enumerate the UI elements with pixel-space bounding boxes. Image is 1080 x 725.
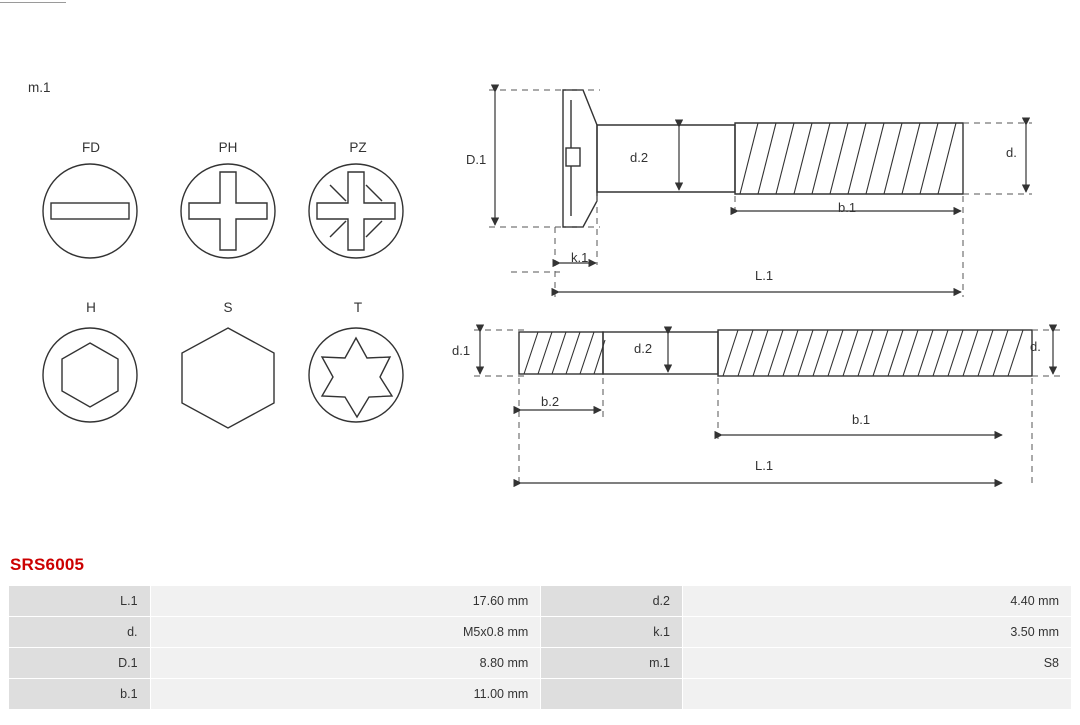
- spec-key: d.2: [541, 586, 683, 617]
- drive-icon-h: [43, 328, 137, 422]
- spec-value-empty: [682, 679, 1071, 710]
- spec-key-empty: [541, 679, 683, 710]
- table-row: [9, 648, 1072, 679]
- drive-label-ph: PH: [218, 140, 238, 155]
- table-row: [9, 586, 1072, 617]
- dim-label-b1-screw: b.1: [838, 200, 857, 215]
- drive-icon-pz: [309, 164, 403, 258]
- dim-label-D1: D.1: [466, 152, 487, 167]
- spec-value: M5x0.8 mm: [150, 617, 541, 648]
- dim-label-b1-stud: b.1: [852, 412, 871, 427]
- m1-group-label: m.1: [28, 80, 51, 95]
- spec-value: 3.50 mm: [682, 617, 1071, 648]
- dim-label-d2-screw: d.2: [630, 150, 649, 165]
- drive-icon-ph: [181, 164, 275, 258]
- spec-key: L.1: [9, 586, 151, 617]
- spec-value: 17.60 mm: [150, 586, 541, 617]
- dim-label-d2-stud: d.2: [634, 341, 653, 356]
- spec-value: 8.80 mm: [150, 648, 541, 679]
- spec-key: d.: [9, 617, 151, 648]
- dim-label-b2-stud: b.2: [541, 394, 560, 409]
- drive-label-t: T: [353, 300, 363, 315]
- part-code-title: SRS6005: [10, 555, 85, 574]
- spec-value: 11.00 mm: [150, 679, 541, 710]
- spec-key: b.1: [9, 679, 151, 710]
- spec-key: k.1: [541, 617, 683, 648]
- dim-label-d1-stud: d.1: [452, 343, 471, 358]
- dim-label-d-stud: d.: [1030, 339, 1041, 354]
- drive-label-pz: PZ: [349, 140, 367, 155]
- table-row: [9, 679, 1072, 710]
- spec-value: S8: [682, 648, 1071, 679]
- spec-key: m.1: [541, 648, 683, 679]
- drive-icon-s: [182, 328, 274, 428]
- table-row: [9, 617, 1072, 648]
- dim-label-d-screw: d.: [1006, 145, 1017, 160]
- drive-label-s: S: [223, 300, 233, 315]
- drive-icon-t: [309, 328, 403, 422]
- spec-value: 4.40 mm: [682, 586, 1071, 617]
- specifications-table: [8, 585, 1072, 710]
- drive-label-h: H: [86, 300, 96, 315]
- drive-icon-fd: [43, 164, 137, 258]
- dim-label-L1-screw: L.1: [755, 268, 774, 283]
- stud-thread-hatch: [524, 330, 1023, 376]
- screw-shank: [597, 125, 735, 192]
- screw-thread-hatch: [740, 123, 956, 194]
- spec-key: D.1: [9, 648, 151, 679]
- drive-label-fd: FD: [82, 140, 100, 155]
- dim-label-L1-stud: L.1: [755, 458, 774, 473]
- dim-label-k1: k.1: [571, 250, 589, 265]
